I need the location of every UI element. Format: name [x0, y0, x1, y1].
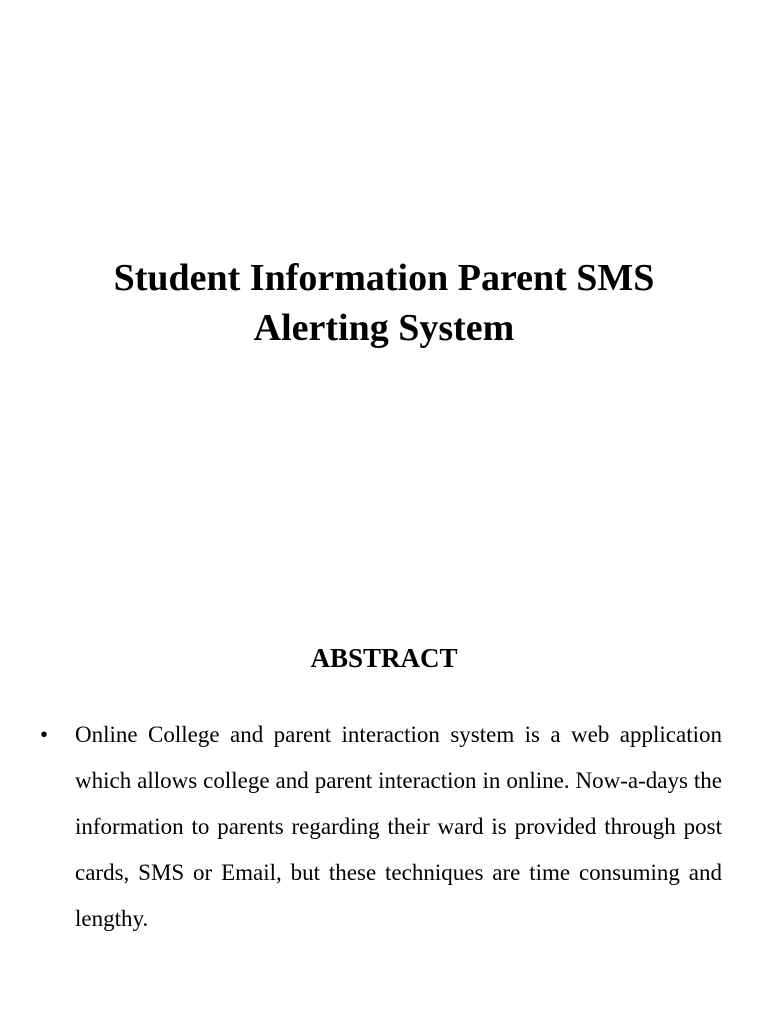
abstract-paragraph: Online College and parent interaction system is a web application which allows college and parent interaction in online. Now-a-days the information to parents regarding their ward is provided through post cards, SMS or Email, but these techniques are time consuming and lengthy.: [75, 722, 722, 931]
abstract-bullet-list: [40, 712, 722, 942]
bullet-marker: •: [40, 722, 49, 747]
section-heading: ABSTRACT: [310, 643, 458, 673]
title-line-1: Student Information Parent SMS: [113, 257, 655, 299]
title-line-2: Alerting System: [253, 307, 515, 349]
abstract-bullet-item: [40, 712, 722, 942]
document-title: [40, 253, 728, 353]
